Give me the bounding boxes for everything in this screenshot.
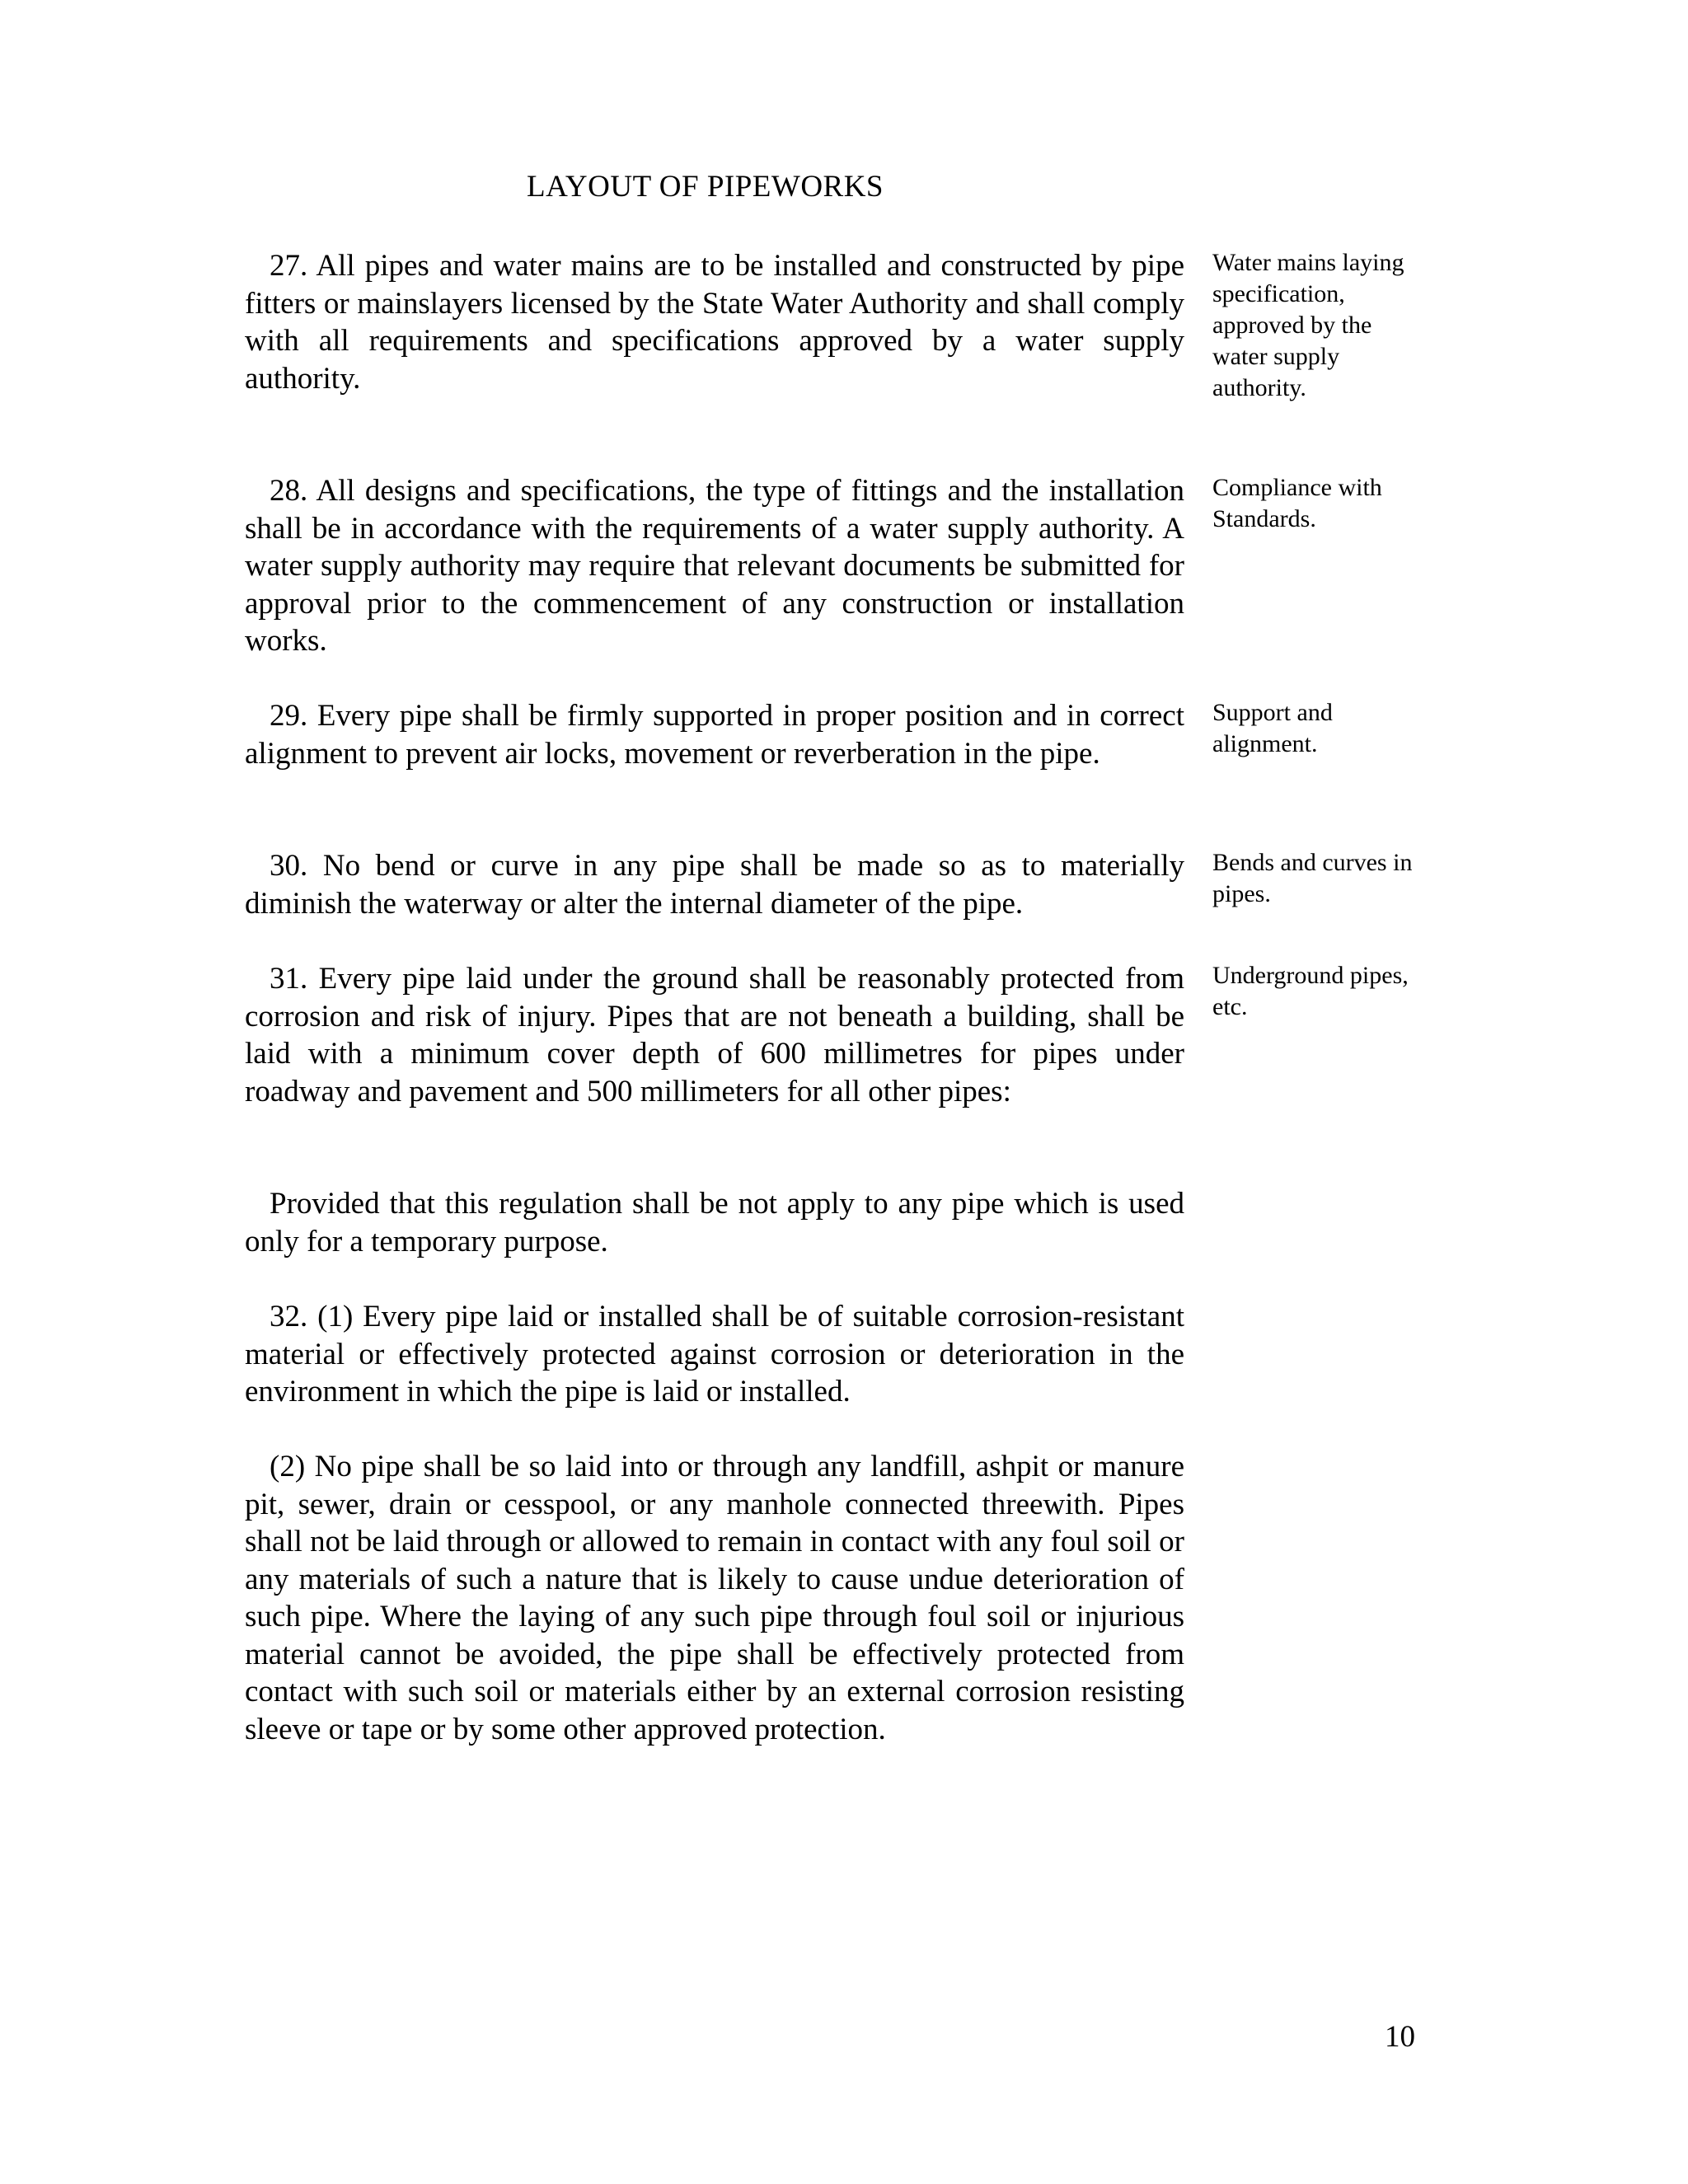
paragraph-28-text: 28. All designs and specifications, the type of fittings and the installation shall be in accordance with the requirements of a water supply authority. A water supply authority may require that relevant documents be submitted for approval prior to the commencement of any construction or installation works. bbox=[245, 474, 1184, 658]
section-heading: LAYOUT OF PIPEWORKS bbox=[527, 170, 884, 204]
paragraph-27-text: 27. All pipes and water mains are to be installed and constructed by pipe fitters or mainslayers licensed by the State Water Authority and shall comply with all requirements and specifications approved by a water supply authority. bbox=[245, 249, 1184, 396]
page-number: 10 bbox=[1385, 2020, 1415, 2054]
margin-note-compliance: Compliance with Standards. bbox=[1212, 474, 1382, 532]
margin-note-support: Support and alignment. bbox=[1212, 699, 1333, 757]
paragraph-31-text: 31. Every pipe laid under the ground shall be reasonably protected from corrosion and risk of injury. Pipes that are not beneath a building, shall be laid with a minimum cover depth of 600 millimetres for pipes under roadway and pavement and 500 millimeters for all other pipes: bbox=[245, 962, 1184, 1108]
paragraph-32-2 bbox=[245, 1448, 1184, 1748]
paragraph-28 bbox=[245, 472, 1184, 660]
paragraph-29-text: 29. Every pipe shall be firmly supported in proper position and in correct alignment to prevent air locks, movement or reverberation in the pipe. bbox=[245, 699, 1184, 771]
margin-note-water-mains: Water mains laying specification, approved by the water supply authority. bbox=[1212, 249, 1404, 401]
paragraph-31 bbox=[245, 960, 1184, 1110]
paragraph-32-1-text: 32. (1) Every pipe laid or installed shall be of suitable corrosion-resistant material or effectively protected against corrosion or deterioration in the environment in which the pipe is laid or installed. bbox=[245, 1300, 1184, 1408]
paragraph-27 bbox=[245, 247, 1184, 397]
margin-note-underground: Underground pipes, etc. bbox=[1212, 962, 1409, 1020]
paragraph-31-proviso bbox=[245, 1185, 1184, 1260]
paragraph-32-2-text: (2) No pipe shall be so laid into or through any landfill, ashpit or manure pit, sewer, drain or cesspool, or any manhole connected threewith. Pipes shall not be laid through or allowed to remain in contact with any foul soil or any materials of such a nature that is likely to cause undue deterioration of such pipe. Where the laying of any such pipe through foul soil or injurious material cannot be avoided, the pipe shall be effectively protected from contact with such soil or materials either by an external corrosion resisting sleeve or tape or by some other approved protection. bbox=[245, 1450, 1184, 1746]
paragraph-30-text: 30. No bend or curve in any pipe shall be made so as to materially diminish the waterway or alter the internal diameter of the pipe. bbox=[245, 849, 1184, 921]
paragraph-30 bbox=[245, 847, 1184, 922]
margin-note-bends: Bends and curves in pipes. bbox=[1212, 849, 1413, 907]
paragraph-32-1 bbox=[245, 1298, 1184, 1411]
paragraph-31-proviso-text: Provided that this regulation shall be not apply to any pipe which is used only for a temporary purpose. bbox=[245, 1187, 1184, 1258]
paragraph-29 bbox=[245, 697, 1184, 772]
